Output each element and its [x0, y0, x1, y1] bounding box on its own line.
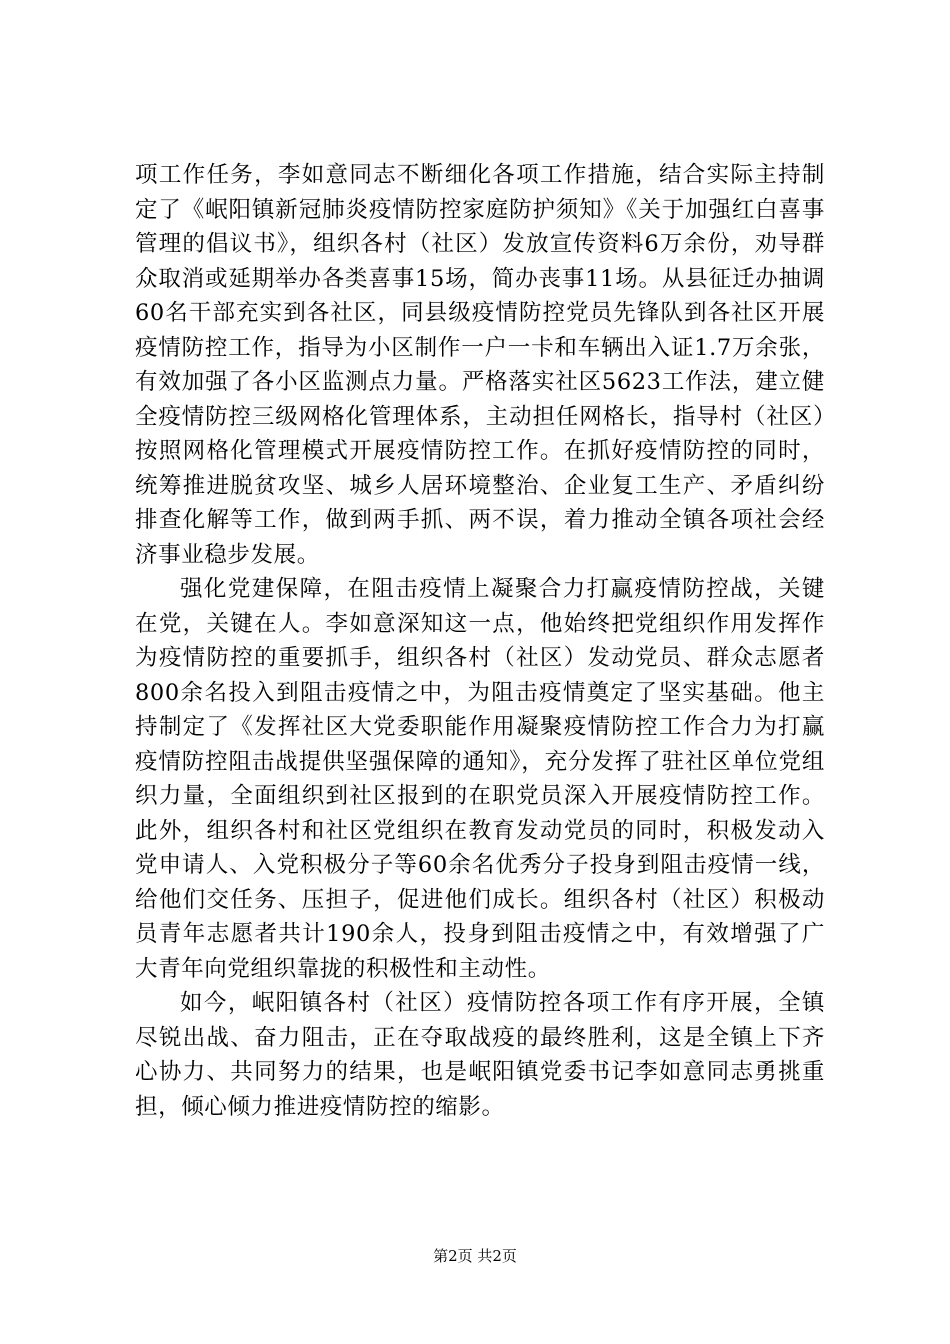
page-footer [0, 1246, 950, 1266]
page-indicator: 第2页 共2页 [433, 1247, 517, 1265]
paragraph-party-building: 强化党建保障，在阻击疫情上凝聚合力打赢疫情防控战，关键在党，关键在人。李如意深知这一点，他始终把党组织作用发挥作为疫情防控的重要抓手，组织各村（社区）发动党员、群众志愿者800余名投入到阻击疫情之中，为阻击疫情奠定了坚实基础。他主持制定了《发挥社区大党委职能作用凝聚疫情防控工作合力为打赢疫情防控阻击战提供坚强保障的通知》，充分发挥了驻社区单位党组织力量，全面组织到社区报到的在职党员深入开展疫情防控工作。此外，组织各村和社区党组织在教育发动党员的同时，积极发动入党申请人、入党积极分子等60余名优秀分子投身到阻击疫情一线，给他们交任务、压担子，促进他们成长。组织各村（社区）积极动员青年志愿者共计190余人，投身到阻击疫情之中，有效增强了广大青年向党组织靠拢的积极性和主动性。 [135, 576, 825, 982]
paragraph-continuation: 项工作任务，李如意同志不断细化各项工作措施，结合实际主持制定了《岷阳镇新冠肺炎疫情防控家庭防护须知》《关于加强红白喜事管理的倡议书》，组织各村（社区）发放宣传资料6万余份，劝导群众取消或延期举办各类喜事15场，简办丧事11场。从县征迁办抽调60名干部充实到各社区，同县级疫情防控党员先锋队到各社区开展疫情防控工作，指导为小区制作一户一卡和车辆出入证1.7万余张，有效加强了各小区监测点力量。严格落实社区5623工作法，建立健全疫情防控三级网格化管理体系，主动担任网格长，指导村（社区）按照网格化管理模式开展疫情防控工作。在抓好疫情防控的同时，统筹推进脱贫攻坚、城乡人居环境整治、企业复工生产、矛盾纠纷排查化解等工作，做到两手抓、两不误，着力推动全镇各项社会经济事业稳步发展。 [135, 162, 825, 568]
paragraph-conclusion: 如今，岷阳镇各村（社区）疫情防控各项工作有序开展，全镇尽锐出战、奋力阻击，正在夺取战疫的最终胜利，这是全镇上下齐心协力、共同努力的结果，也是岷阳镇党委书记李如意同志勇挑重担，倾心倾力推进疫情防控的缩影。 [135, 990, 825, 1120]
document-body [135, 158, 825, 1124]
